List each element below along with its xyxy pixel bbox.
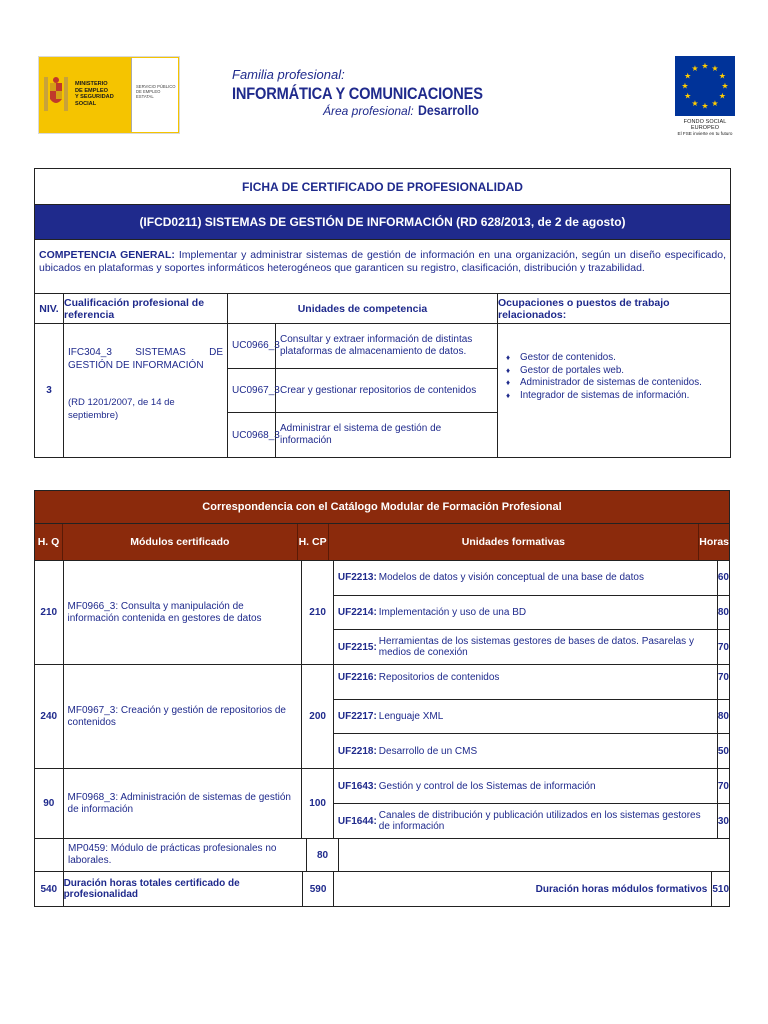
area-value: Desarrollo (418, 102, 480, 118)
ministry-logo (38, 56, 180, 134)
uf-row (334, 700, 729, 735)
ocupacion-item: ♦ Gestor de contenidos. (506, 352, 730, 365)
unidad-desc: Administrar el sistema de gestión de información (280, 423, 442, 447)
eu-star-icon: ★ (701, 101, 709, 111)
uf-title: Implementación y uso de una BD (378, 607, 527, 618)
uf-title: Desarrollo de un CMS (378, 745, 478, 757)
uf-title: Modelos de datos y visión conceptual de una base de datos (378, 572, 644, 584)
eu-star-icon: ★ (684, 91, 692, 101)
eu-star-icon: ★ (681, 81, 689, 91)
header-hq: H. Q (35, 524, 63, 560)
uf-name (334, 665, 718, 699)
uf-horas: 30 (717, 815, 729, 827)
header-ocupaciones: Ocupaciones o puestos de trabajo relacionados: (498, 296, 670, 321)
modulo-name: MF0966_3: Consulta y manipulación de información contenida en gestores de datos (64, 561, 303, 664)
header-unidades-formativas: Unidades formativas (329, 524, 700, 560)
header-niv: NIV. (35, 294, 64, 323)
modulo-hq (35, 839, 64, 871)
modulo-group (35, 769, 729, 839)
unidades-list (228, 324, 498, 457)
total-hq: 540 (35, 872, 64, 906)
eu-star-icon: ★ (721, 81, 729, 91)
modulo-hcp: 80 (307, 839, 339, 871)
uf-row (334, 596, 729, 631)
uf-title: Repositorios de contenidos (378, 672, 500, 683)
eu-caption: FONDO SOCIAL EUROPEO (683, 119, 727, 131)
uf-name (334, 804, 718, 838)
ficha-header-row (35, 294, 730, 324)
uf-row (334, 630, 729, 664)
header-modulos: Módulos certificado (63, 524, 298, 560)
ministry-line: MINISTERIO (75, 81, 108, 87)
eu-flag-icon (675, 56, 735, 116)
uf-name (334, 700, 718, 734)
ocupaciones-cell (498, 324, 730, 457)
modulo-hcp: 210 (302, 561, 333, 664)
uf-code: UF2216: (337, 672, 377, 683)
uf-horas: 70 (717, 672, 729, 683)
uf-code: UF2213: (337, 572, 377, 584)
ficha-table (34, 168, 731, 458)
uf-row (334, 665, 729, 700)
uf-row (334, 804, 729, 838)
modulo-hcp: 100 (302, 769, 333, 838)
uf-row (334, 734, 729, 768)
ocupacion-item: ♦ Gestor de portales web. (506, 365, 730, 378)
uf-title: Lenguaje XML (378, 711, 444, 722)
uf-code: UF2218: (337, 745, 377, 757)
modulo-hq: 90 (35, 769, 64, 838)
total-modulos-label: Duración horas módulos formativos (334, 872, 712, 906)
certificate-band: (IFCD0211) SISTEMAS DE GESTIÓN DE INFORMACIÓN (RD 628/2013, de 2 de agosto) (35, 205, 730, 240)
eu-star-icon: ★ (711, 98, 719, 108)
eu-star-icon: ★ (701, 61, 709, 71)
competencia-general (35, 240, 730, 294)
ocupaciones-list (506, 352, 730, 402)
uf-code: UF2217: (337, 711, 377, 722)
uf-horas: 50 (717, 745, 729, 757)
unidad-row (228, 413, 497, 457)
total-hcp: 590 (303, 872, 335, 906)
uf-list (334, 561, 729, 664)
total-horas: 510 (712, 883, 730, 895)
uf-name (334, 596, 718, 630)
uf-name (334, 734, 718, 768)
unidad-row (228, 324, 497, 369)
ficha-body-row (35, 324, 730, 457)
ministry-line: DE EMPLEO (75, 87, 108, 94)
modulo-hq: 210 (35, 561, 64, 664)
cualificacion-name: IFC304_3 SISTEMAS DE GESTIÓN DE INFORMACIÓN (68, 347, 223, 371)
uf-title: Gestión y control de los Sistemas de información (378, 780, 596, 792)
catalogo-band: Correspondencia con el Catálogo Modular de Formación Profesional (35, 491, 729, 524)
eu-star-icon: ★ (691, 98, 699, 108)
sepe-line: DE EMPLEO ESTATAL (136, 89, 161, 100)
modulo-name: MF0967_3: Creación y gestión de repositorios de contenidos (64, 665, 303, 768)
uf-name (334, 769, 718, 803)
modulo-name: MP0459: Módulo de prácticas profesionales no laborales. (64, 839, 307, 871)
uf-code: UF1644: (337, 815, 377, 827)
familia-value: INFORMÁTICA Y COMUNICACIONES (232, 84, 483, 103)
uf-list (334, 769, 729, 838)
sepe-name (131, 58, 178, 132)
unidad-code: UC0966_3 (228, 324, 276, 368)
modulo-group (35, 839, 729, 872)
catalogo-header-row (35, 524, 729, 561)
header-cualificacion: Cualificación profesional de referencia (64, 294, 228, 323)
eu-slogan: El FSE invierte en tu futuro (677, 131, 733, 136)
uf-list (334, 665, 729, 768)
eu-star-icon: ★ (711, 64, 719, 74)
uf-code: UF1643: (337, 780, 377, 792)
sepe-line: SERVICIO PÚBLICO (136, 84, 176, 89)
unidad-desc: Crear y gestionar repositorios de contenidos (280, 384, 477, 396)
ficha-title: FICHA DE CERTIFICADO DE PROFESIONALIDAD (35, 169, 730, 205)
header-horas: Horas (699, 536, 729, 548)
uf-horas: 70 (717, 780, 729, 792)
eu-star-icon: ★ (691, 64, 699, 74)
ocupacion-item: ♦ Administrador de sistemas de contenidos. (506, 377, 730, 390)
unidad-code: UC0967_3 (228, 369, 276, 413)
uf-name (334, 630, 718, 664)
ocupacion-item: ♦ Integrador de sistemas de información. (506, 390, 730, 403)
area-label: Área profesional: (323, 104, 414, 118)
ministry-name (73, 57, 131, 133)
eu-star-icon: ★ (718, 71, 726, 81)
empty-cell (339, 839, 729, 871)
uf-row (334, 769, 729, 804)
competencia-text: Implementar y administrar sistemas de gestión de información en una organización, según un diseño especificado, ubicados en plataformas y soportes informáticos heterogéneos que garanticen su registro, clasificación, distribución y trazabilidad. (39, 249, 726, 274)
familia-label: Familia profesional: (232, 67, 345, 82)
familia-profesional (232, 66, 542, 104)
modulo-name: MF0968_3: Administración de sistemas de gestión de información (64, 769, 303, 838)
header-hcp: H. CP (298, 524, 329, 560)
competencia-label: COMPETENCIA GENERAL: (39, 249, 175, 261)
cualificacion-rd: (RD 1201/2007, de 14 de septiembre) (68, 397, 175, 421)
uf-row (334, 561, 729, 596)
uf-horas: 70 (717, 641, 729, 653)
uf-horas: 80 (717, 607, 729, 618)
eu-logo (670, 56, 740, 136)
modulo-group (35, 561, 729, 665)
modulo-hcp: 200 (302, 665, 333, 768)
header-unidades: Unidades de competencia (228, 294, 498, 323)
uf-code: UF2215: (337, 641, 377, 653)
uf-title: Herramientas de los sistemas gestores de bases de datos. Pasarelas y medios de conexión (378, 636, 694, 659)
total-cert-label: Duración horas totales certificado de profesionalidad (64, 872, 303, 906)
totals-row (35, 872, 729, 906)
eu-star-icon: ★ (684, 71, 692, 81)
uf-horas: 60 (717, 572, 729, 584)
uf-title: Canales de distribución y publicación utilizados en los sistemas gestores de información (378, 810, 701, 832)
coat-of-arms-icon (39, 57, 73, 133)
ministry-line: Y SEGURIDAD SOCIAL (75, 94, 114, 107)
eu-star-icon: ★ (718, 91, 726, 101)
cualificacion-cell (64, 324, 228, 457)
uf-name (334, 561, 718, 595)
modulo-hq: 240 (35, 665, 64, 768)
unidad-code: UC0968_3 (228, 413, 276, 457)
unidad-desc: Consultar y extraer información de distintas plataformas de almacenamiento de datos. (280, 333, 473, 357)
catalogo-table (34, 490, 730, 907)
uf-horas: 80 (717, 711, 729, 722)
modulo-group (35, 665, 729, 769)
area-profesional (323, 102, 543, 120)
unidad-row (228, 369, 497, 414)
uf-code: UF2214: (337, 607, 377, 618)
nivel-value: 3 (35, 324, 64, 457)
